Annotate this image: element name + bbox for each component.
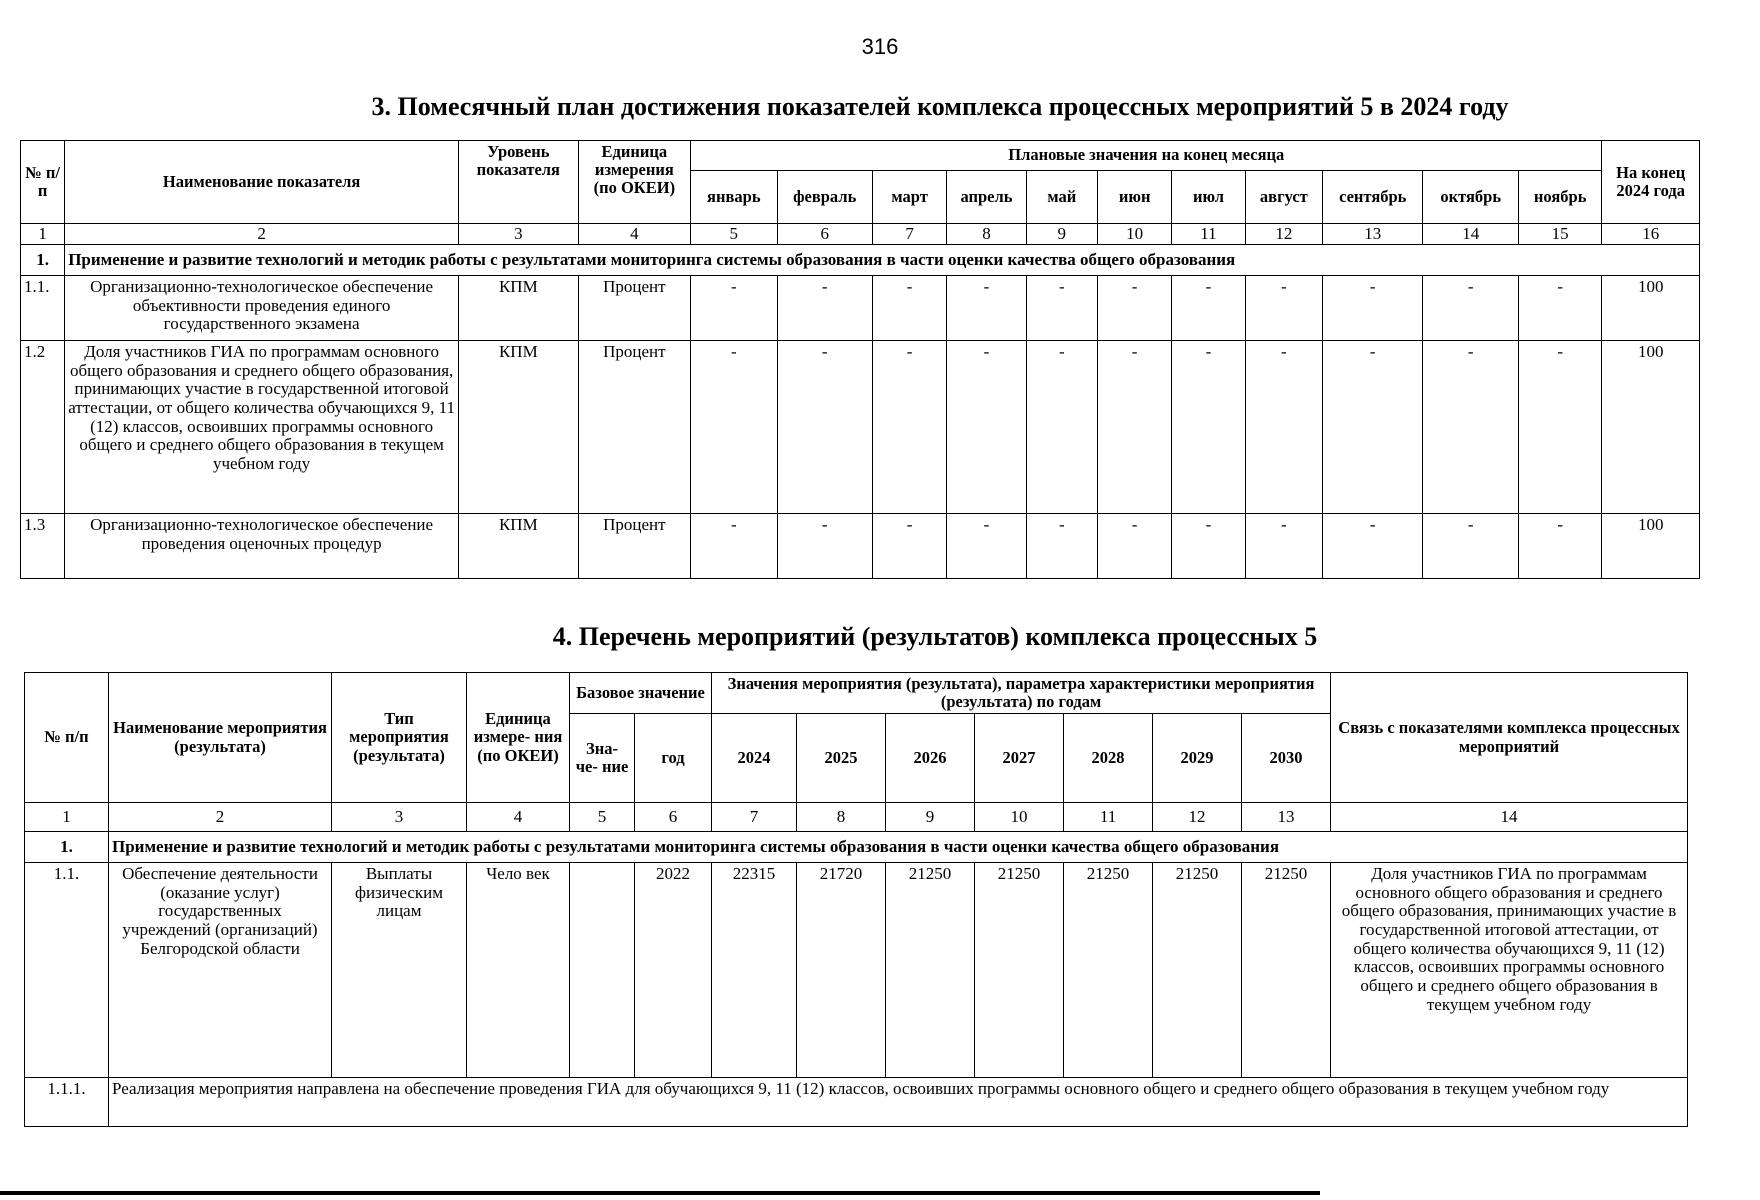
month-value: - [1097,341,1171,514]
column-index: 13 [1242,803,1331,832]
header-month: май [1026,171,1097,224]
table-subrow [25,1078,1688,1127]
base-year: 2022 [635,863,712,1078]
activity-unit: Чело век [467,863,570,1078]
bottom-rule [0,1191,1320,1195]
month-value: - [691,341,777,514]
indicator-level: КПМ [459,276,579,341]
month-value: - [947,276,1026,341]
year-value: 21250 [1242,863,1331,1078]
row-num: 1.1. [25,863,109,1078]
header-month: апрель [947,171,1026,224]
header-month: ноябрь [1518,171,1602,224]
header-link: Связь с показателями комплекса процессных мероприятий [1331,673,1688,803]
table-row [21,276,1700,341]
column-index: 10 [1097,224,1171,245]
end-of-year-value: 100 [1602,341,1700,514]
indicator-name: Организационно-технологическое обеспечение проведения оценочных процедур [65,514,459,579]
section-row [21,245,1700,276]
header-values-by-year: Значения мероприятия (результата), параметра характеристики мероприятия (результата) по годам [712,673,1331,714]
subrow-text: Реализация мероприятия направлена на обеспечение проведения ГИА для обучающихся 9, 11 (12) классов, освоивших программы основного общего и среднего общего образования в текущем учебном году [109,1078,1688,1127]
header-unit: Единица измерения (по ОКЕИ) [578,141,691,224]
table2-title: 4. Перечень мероприятий (результатов) комплекса процессных 5 [552,622,1318,651]
month-value: - [1026,341,1097,514]
row-num: 1.3 [21,514,65,579]
month-value: - [1323,514,1423,579]
table-row [25,863,1688,1078]
column-index: 5 [570,803,635,832]
header-month: сентябрь [1323,171,1423,224]
table-row [21,341,1700,514]
header-activity-name: Наименование мероприятия (результата) [109,673,332,803]
header-level: Уровень показателя [459,141,579,224]
activities-table [24,672,1688,1127]
month-value: - [1323,341,1423,514]
column-index: 4 [467,803,570,832]
column-index: 12 [1153,803,1242,832]
column-index: 15 [1518,224,1602,245]
column-index: 1 [25,803,109,832]
subrow-num: 1.1.1. [25,1078,109,1127]
header-unit: Единица измере- ния (по ОКЕИ) [467,673,570,803]
monthly-plan-table [20,140,1700,579]
table-header-row [21,141,1700,171]
month-value: - [1026,276,1097,341]
section-num: 1. [21,245,65,276]
section-row [25,832,1688,863]
header-activity-type: Тип мероприятия (результата) [332,673,467,803]
indicator-name: Организационно-технологическое обеспечение объективности проведения единого государственного экзамена [65,276,459,341]
month-value: - [777,341,872,514]
column-index: 2 [65,224,459,245]
year-value: 21250 [975,863,1064,1078]
header-month: февраль [777,171,872,224]
linked-indicator: Доля участников ГИА по программам основного общего образования и среднего общего образования, принимающих участие в государственной итоговой аттестации, от общего количества обучающихся 9, 11 (12) классов, освоивших программы основного общего и среднего общего образования в текущем учебном году [1331,863,1688,1078]
month-value: - [1026,514,1097,579]
column-index: 12 [1245,224,1322,245]
month-value: - [777,514,872,579]
header-year: 2030 [1242,714,1331,803]
indicator-unit: Процент [578,341,691,514]
month-value: - [691,276,777,341]
activity-name: Обеспечение деятельности (оказание услуг) государственных учреждений (организаций) Белгородской области [109,863,332,1078]
base-value [570,863,635,1078]
month-value: - [1172,276,1245,341]
header-month: июн [1097,171,1171,224]
column-index: 8 [947,224,1026,245]
column-index-row [21,224,1700,245]
header-year: 2024 [712,714,797,803]
column-index: 9 [886,803,975,832]
month-value: - [1518,276,1602,341]
table-row [21,514,1700,579]
month-value: - [1172,341,1245,514]
month-value: - [1518,514,1602,579]
header-num: № п/п [21,141,65,224]
header-year: 2028 [1064,714,1153,803]
column-index: 14 [1331,803,1688,832]
column-index: 8 [797,803,886,832]
indicator-level: КПМ [459,341,579,514]
section-num: 1. [25,832,109,863]
section-title: Применение и развитие технологий и методик работы с результатами мониторинга системы образования в части оценки качества общего образования [109,832,1688,863]
month-value: - [1423,514,1518,579]
header-indicator-name: Наименование показателя [65,141,459,224]
column-index: 1 [21,224,65,245]
header-month: август [1245,171,1322,224]
month-value: - [872,341,946,514]
end-of-year-value: 100 [1602,514,1700,579]
year-value: 21250 [1064,863,1153,1078]
indicator-unit: Процент [578,276,691,341]
indicator-level: КПМ [459,514,579,579]
header-month: июл [1172,171,1245,224]
row-num: 1.2 [21,341,65,514]
column-index: 5 [691,224,777,245]
table-header-row [25,673,1688,714]
month-value: - [1423,341,1518,514]
month-value: - [777,276,872,341]
section-title: Применение и развитие технологий и методик работы с результатами мониторинга системы образования в части оценки качества общего образования [65,245,1700,276]
year-value: 21250 [886,863,975,1078]
column-index-row [25,803,1688,832]
column-index: 7 [712,803,797,832]
month-value: - [1245,341,1322,514]
month-value: - [691,514,777,579]
month-value: - [1172,514,1245,579]
month-value: - [1323,276,1423,341]
column-index: 2 [109,803,332,832]
column-index: 6 [635,803,712,832]
page-number: 316 [861,34,899,59]
header-base-value: Зна- че- ние [570,714,635,803]
row-num: 1.1. [21,276,65,341]
header-year: 2025 [797,714,886,803]
header-month: март [872,171,946,224]
activity-type: Выплаты физическим лицам [332,863,467,1078]
column-index: 9 [1026,224,1097,245]
column-index: 16 [1602,224,1700,245]
column-index: 7 [872,224,946,245]
month-value: - [1423,276,1518,341]
column-index: 13 [1323,224,1423,245]
column-index: 11 [1172,224,1245,245]
column-index: 11 [1064,803,1153,832]
header-end-of-year: На конец 2024 года [1602,141,1700,224]
month-value: - [1097,514,1171,579]
header-plan-values: Плановые значения на конец месяца [691,141,1602,171]
column-index: 14 [1423,224,1518,245]
header-num: № п/п [25,673,109,803]
header-year: 2029 [1153,714,1242,803]
month-value: - [1245,276,1322,341]
header-year: 2027 [975,714,1064,803]
month-value: - [1518,341,1602,514]
month-value: - [1245,514,1322,579]
column-index: 3 [459,224,579,245]
column-index: 4 [578,224,691,245]
header-base: Базовое значение [570,673,712,714]
header-year: 2026 [886,714,975,803]
column-index: 3 [332,803,467,832]
header-month: октябрь [1423,171,1518,224]
month-value: - [872,276,946,341]
month-value: - [1097,276,1171,341]
year-value: 21250 [1153,863,1242,1078]
year-value: 22315 [712,863,797,1078]
indicator-unit: Процент [578,514,691,579]
indicator-name: Доля участников ГИА по программам основного общего образования и среднего общего образования, принимающих участие в государственной итоговой аттестации, от общего количества обучающихся 9, 11 (12) классов, освоивших программы основного общего и среднего общего образования в текущем учебном году [65,341,459,514]
month-value: - [947,514,1026,579]
column-index: 10 [975,803,1064,832]
month-value: - [872,514,946,579]
column-index: 6 [777,224,872,245]
year-value: 21720 [797,863,886,1078]
end-of-year-value: 100 [1602,276,1700,341]
month-value: - [947,341,1026,514]
header-month: январь [691,171,777,224]
header-base-year: год [635,714,712,803]
table1-title: 3. Помесячный план достижения показателей комплекса процессных мероприятий 5 в 2024 году [371,92,1509,121]
